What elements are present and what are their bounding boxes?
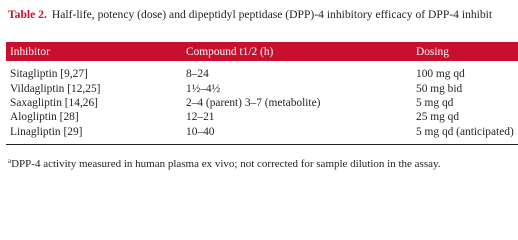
table-row	[6, 81, 518, 95]
cell-half-life: 8–24	[186, 68, 209, 81]
table-label: Table 2.	[8, 8, 47, 21]
cell-half-life: 10–40	[186, 125, 215, 138]
data-table-container	[6, 42, 518, 145]
table-title: Half-life, potency (dose) and dipeptidyl peptidase (DPP)-4 inhibitory efficacy of DPP-4 inhibit	[51, 8, 493, 21]
cell-dosing: 50 mg bid	[416, 82, 463, 95]
footnote-marker: a	[8, 157, 12, 165]
table-row	[6, 96, 518, 110]
cell-half-life: 12–21	[186, 111, 215, 124]
table-row	[6, 125, 518, 144]
table-row	[6, 110, 518, 124]
cell-inhibitor: Sitagliptin [9,27]	[10, 68, 88, 81]
table-header-row	[6, 42, 518, 61]
cell-dosing: 100 mg qd	[416, 68, 465, 81]
cell-inhibitor: Saxagliptin [14,26]	[10, 96, 98, 109]
cell-inhibitor: Alogliptin [28]	[10, 111, 79, 124]
cell-inhibitor: Vildagliptin [12,25]	[10, 82, 101, 95]
header-compound-half-life: Compound t1/2 (h)	[186, 45, 274, 58]
cell-half-life: 2–4 (parent) 3–7 (metabolite)	[186, 96, 321, 109]
table-footnote	[8, 157, 441, 170]
cell-dosing: 5 mg qd	[416, 96, 454, 109]
table-row	[6, 61, 518, 81]
cell-half-life: 1½–4½	[186, 82, 221, 95]
footnote-text: DPP-4 activity measured in human plasma ex vivo; not corrected for sample dilution in the assay.	[11, 158, 441, 170]
data-table	[6, 42, 518, 144]
cell-dosing: 25 mg qd	[416, 111, 460, 124]
cell-inhibitor: Linagliptin [29]	[10, 125, 83, 138]
table-caption	[8, 8, 492, 22]
header-inhibitor: Inhibitor	[10, 45, 50, 58]
cell-dosing: 5 mg qd (anticipated)	[416, 125, 514, 138]
header-dosing: Dosing	[416, 45, 449, 58]
